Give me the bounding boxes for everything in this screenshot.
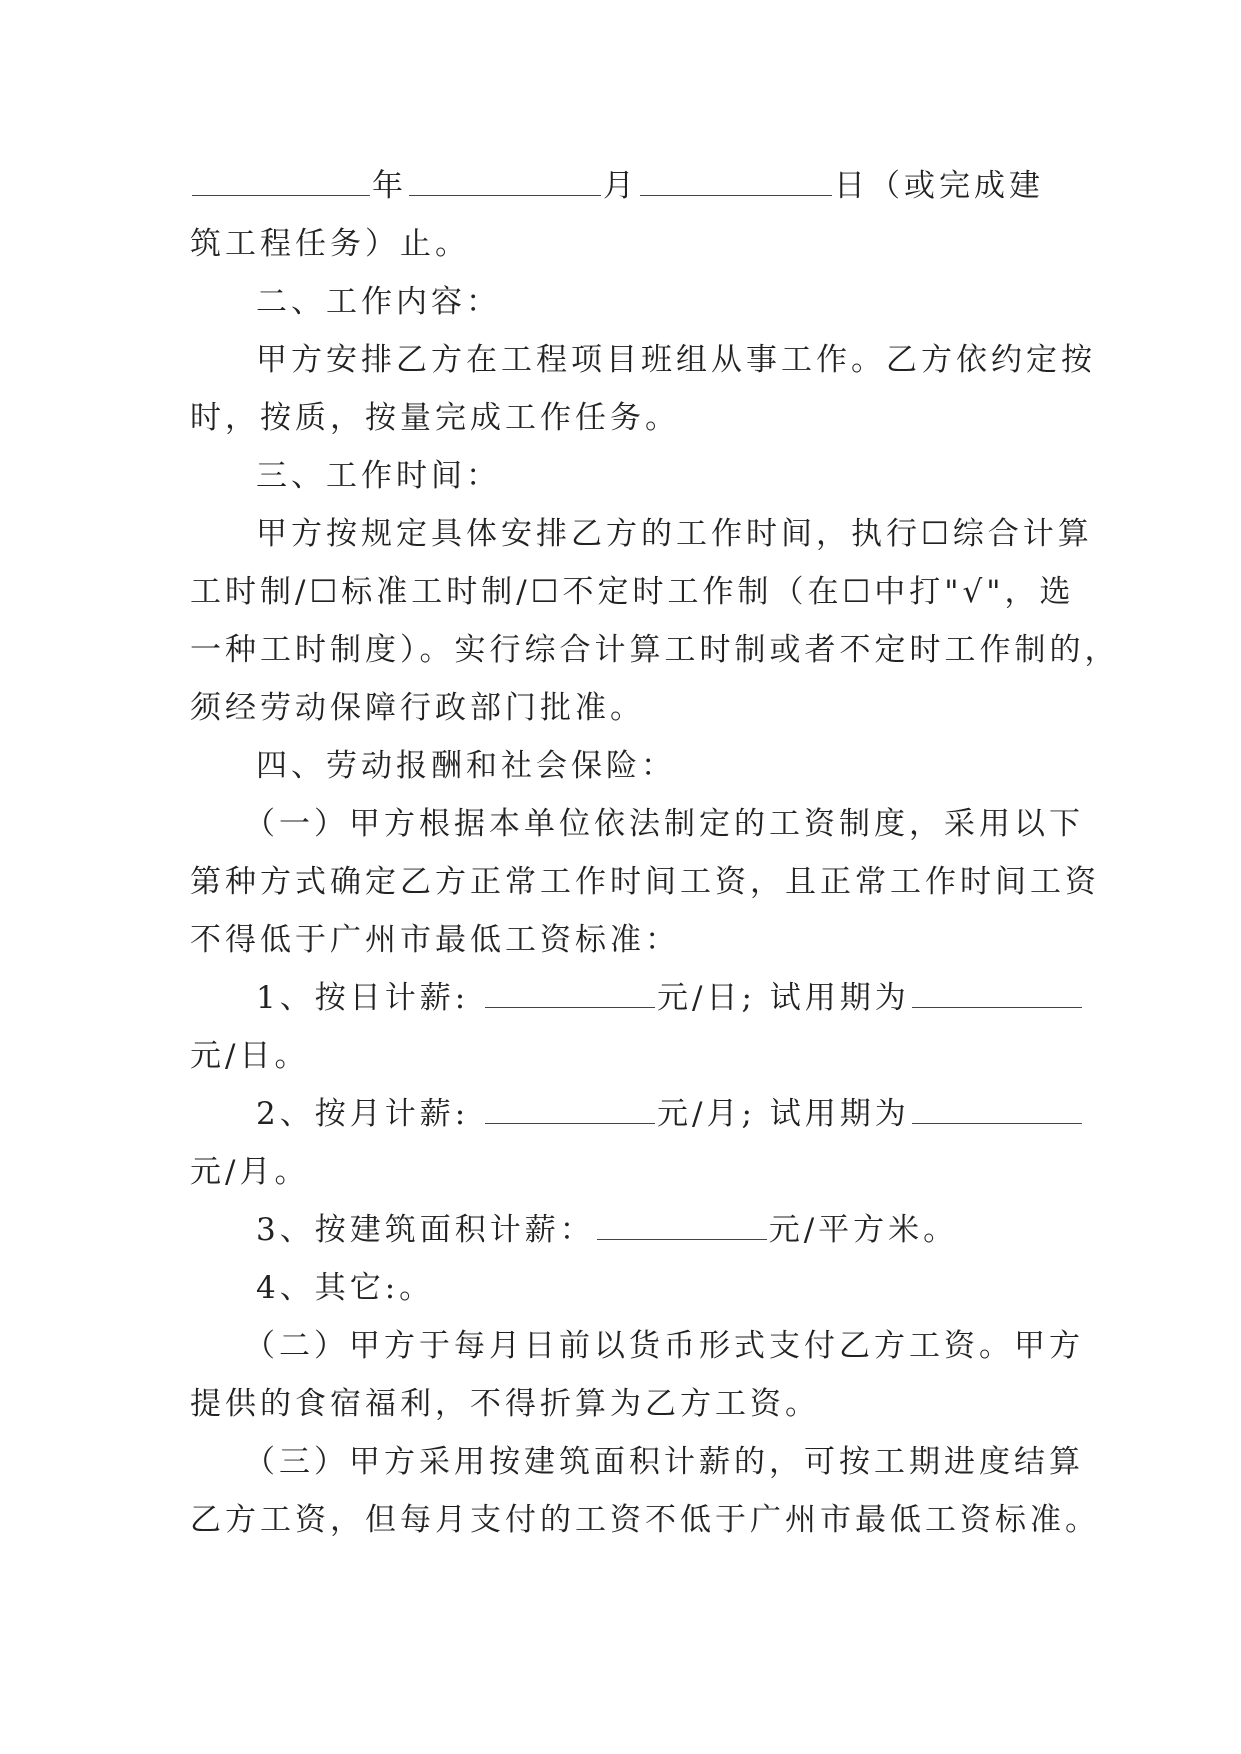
pay-option-area (190, 1201, 1050, 1259)
work-content-text-1: 甲方安排乙方在工程项目班组从事工作。乙方依约定按 (256, 342, 1096, 378)
pay-option-monthly (190, 1085, 1050, 1143)
month-blank (409, 165, 601, 196)
pay-clause-2-text-1: （二）甲方于每月日前以货币形式支付乙方工资。甲方 (244, 1328, 1084, 1364)
section-work-content-heading: 二、工作内容： (256, 284, 501, 320)
area-unit: 元/平方米。 (768, 1212, 959, 1248)
year-label: 年 (372, 168, 407, 204)
daily-probation-blank (912, 977, 1082, 1008)
month-label: 月 (603, 168, 638, 204)
monthly-amount-blank (485, 1093, 655, 1124)
pay-option-other: 4、其它:。 (256, 1270, 435, 1306)
day-label: 日（或完成建 (834, 168, 1044, 204)
daily-unit-probation: 元/日; 试用期为 (657, 980, 910, 1016)
pay-option-daily-cont: 元/日。 (190, 1038, 310, 1074)
daily-amount-blank (485, 977, 655, 1008)
pay-clause-1-text-2: 第种方式确定乙方正常工作时间工资，且正常工作时间工资 (190, 864, 1100, 900)
pay-option-daily (190, 969, 1050, 1027)
pay-clause-3-text-1: （三）甲方采用按建筑面积计薪的，可按工期进度结算 (244, 1444, 1084, 1480)
pay-clause-2-text-2: 提供的食宿福利，不得折算为乙方工资。 (190, 1386, 820, 1422)
section-work-time-heading: 三、工作时间： (256, 458, 501, 494)
work-time-text-3: 一种工时制度）。实行综合计算工时制或者不定时工作制的， (190, 632, 1120, 668)
line-term-end-date (190, 157, 1050, 215)
pay-clause-1-text-1: （一）甲方根据本单位依法制定的工资制度，采用以下 (244, 806, 1084, 842)
area-amount-blank (597, 1209, 767, 1240)
pay-clause-1-text-3: 不得低于广州市最低工资标准： (190, 922, 680, 958)
monthly-unit-probation: 元/月; 试用期为 (657, 1096, 910, 1132)
year-blank (192, 165, 370, 196)
monthly-probation-blank (912, 1093, 1082, 1124)
pay-clause-3-text-2: 乙方工资，但每月支付的工资不低于广州市最低工资标准。 (190, 1502, 1100, 1538)
work-time-text-4: 须经劳动保障行政部门批准。 (190, 690, 645, 726)
area-label: 3、按建筑面积计薪： (256, 1212, 595, 1248)
day-blank (640, 165, 832, 196)
section-pay-heading: 四、劳动报酬和社会保险： (256, 748, 676, 784)
work-time-text-1: 甲方按规定具体安排乙方的工作时间，执行☐综合计算 (256, 516, 1093, 552)
pay-option-monthly-cont: 元/月。 (190, 1154, 310, 1190)
document-page (190, 157, 1120, 1549)
work-time-text-2: 工时制/☐标准工时制/☐不定时工作制（在☐中打"√"，选 (190, 574, 1075, 610)
work-content-text-2: 时，按质，按量完成工作任务。 (190, 400, 680, 436)
line-term-end-cont: 筑工程任务）止。 (190, 226, 470, 262)
monthly-label: 2、按月计薪: (256, 1096, 484, 1132)
daily-label: 1、按日计薪: (256, 980, 484, 1016)
